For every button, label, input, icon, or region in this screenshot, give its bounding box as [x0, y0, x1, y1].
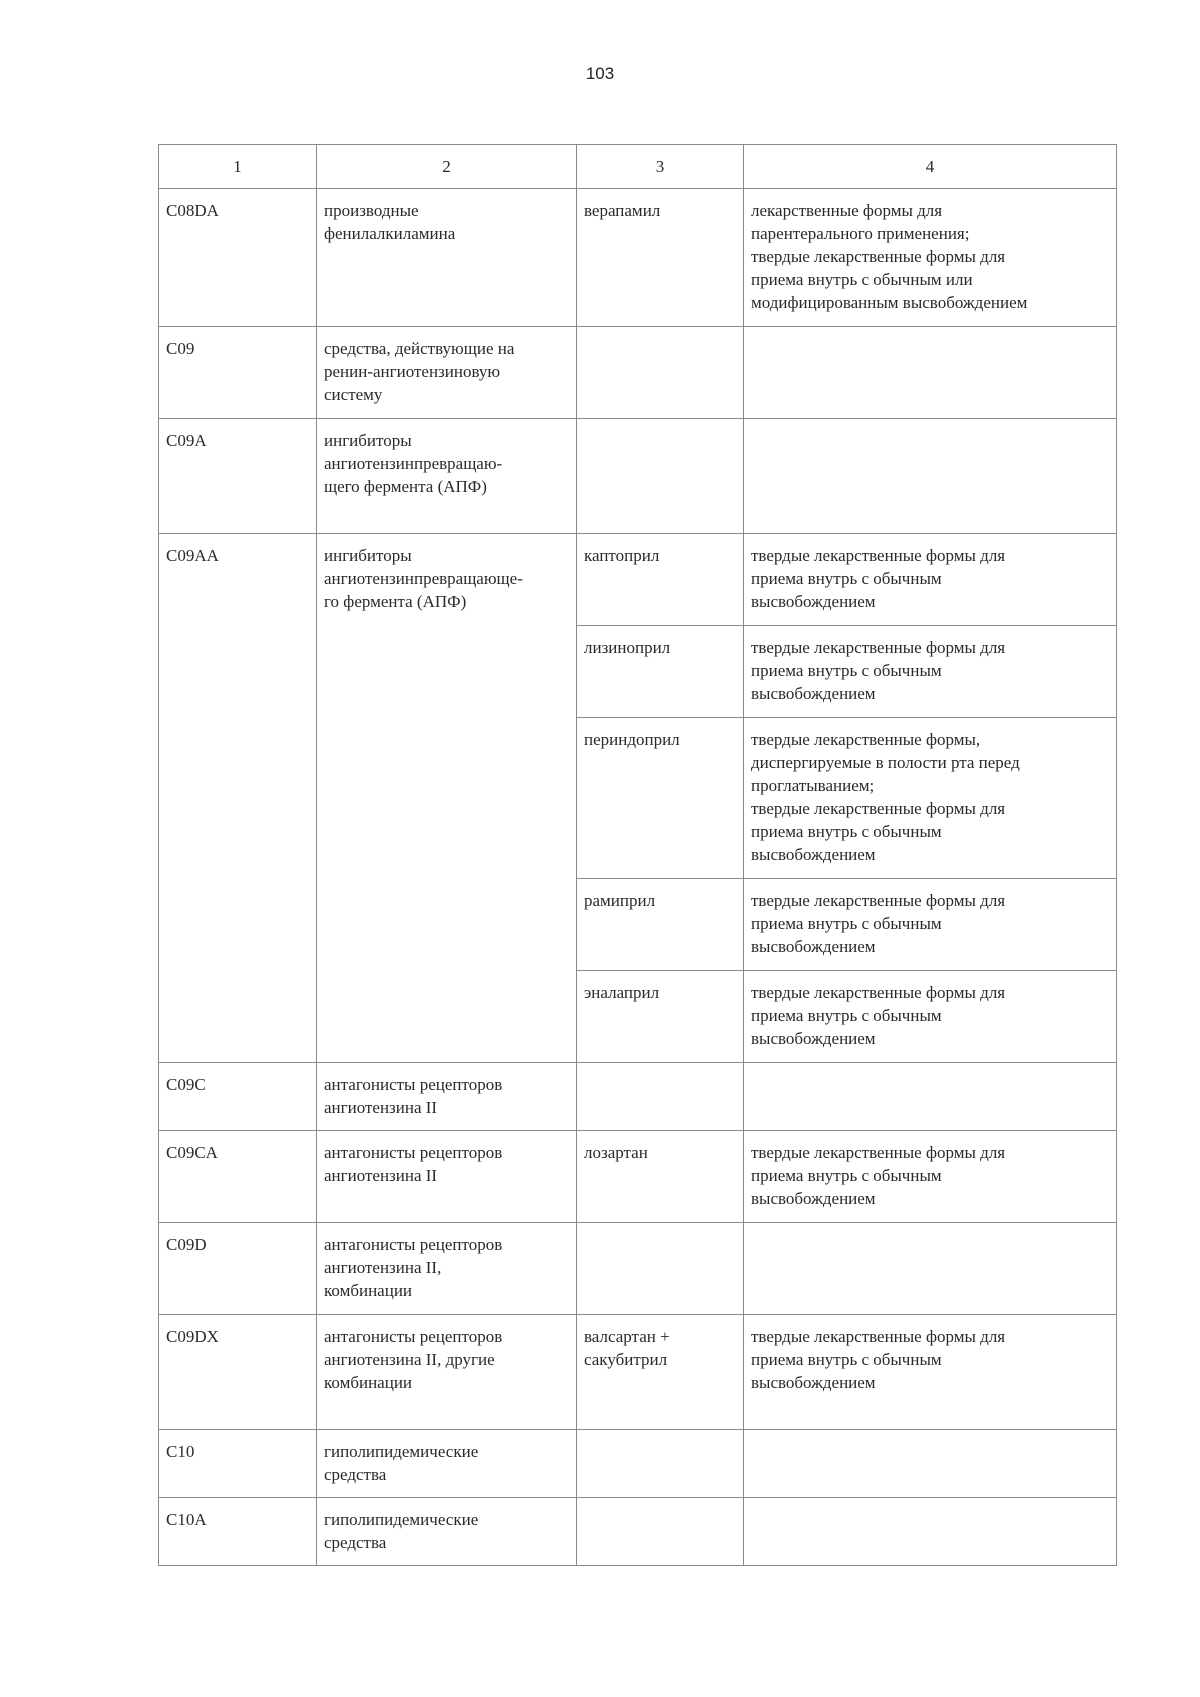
- atc-group: производные фенилалкиламина: [317, 189, 577, 327]
- dosage-forms: [744, 1063, 1117, 1131]
- drug-name: лозартан: [577, 1131, 744, 1223]
- atc-code: C08DA: [159, 189, 317, 327]
- drug-name: [577, 419, 744, 534]
- atc-group: ингибиторы ангиотензинпревращающе- го фермента (АПФ): [317, 534, 577, 1063]
- dosage-forms: лекарственные формы для парентерального применения; твердые лекарственные формы для приема внутрь с обычным или модифицированным высвобождением: [744, 189, 1117, 327]
- column-header-1: 1: [159, 145, 317, 189]
- atc-group: гиполипидемические средства: [317, 1498, 577, 1566]
- table-row: [159, 1315, 1117, 1430]
- drug-name: валсартан + сакубитрил: [577, 1315, 744, 1430]
- table-row: [159, 1063, 1117, 1131]
- atc-code: C09A: [159, 419, 317, 534]
- atc-code: C09: [159, 327, 317, 419]
- dosage-forms: [744, 1430, 1117, 1498]
- table-header-row: [159, 145, 1117, 189]
- column-header-3: 3: [577, 145, 744, 189]
- dosage-forms: твердые лекарственные формы для приема внутрь с обычным высвобождением: [744, 971, 1117, 1063]
- drug-name: лизиноприл: [577, 626, 744, 718]
- atc-code: C09D: [159, 1223, 317, 1315]
- drug-name: [577, 327, 744, 419]
- atc-group: антагонисты рецепторов ангиотензина II, другие комбинации: [317, 1315, 577, 1430]
- dosage-forms: твердые лекарственные формы, диспергируемые в полости рта перед проглатыванием; твердые лекарственные формы для приема внутрь с обычным высвобождением: [744, 718, 1117, 879]
- atc-group: антагонисты рецепторов ангиотензина II: [317, 1063, 577, 1131]
- column-header-2: 2: [317, 145, 577, 189]
- dosage-forms: твердые лекарственные формы для приема внутрь с обычным высвобождением: [744, 879, 1117, 971]
- dosage-forms: [744, 419, 1117, 534]
- atc-group: гиполипидемические средства: [317, 1430, 577, 1498]
- drug-name: эналаприл: [577, 971, 744, 1063]
- atc-code: C09CA: [159, 1131, 317, 1223]
- atc-code: C09AA: [159, 534, 317, 1063]
- table-row: [159, 534, 1117, 626]
- table-row: [159, 1430, 1117, 1498]
- table-row: [159, 1223, 1117, 1315]
- table-row: [159, 1131, 1117, 1223]
- page-number: 103: [585, 64, 615, 83]
- table-row: [159, 327, 1117, 419]
- drug-name: рамиприл: [577, 879, 744, 971]
- atc-group: ингибиторы ангиотензинпревращаю- щего фермента (АПФ): [317, 419, 577, 534]
- dosage-forms: твердые лекарственные формы для приема внутрь с обычным высвобождением: [744, 626, 1117, 718]
- drug-classification-table: [158, 144, 1117, 1566]
- atc-code: C10A: [159, 1498, 317, 1566]
- drug-name: периндоприл: [577, 718, 744, 879]
- dosage-forms: твердые лекарственные формы для приема внутрь с обычным высвобождением: [744, 1315, 1117, 1430]
- dosage-forms: [744, 327, 1117, 419]
- dosage-forms: [744, 1223, 1117, 1315]
- drug-name: [577, 1498, 744, 1566]
- table-row: [159, 1498, 1117, 1566]
- column-header-4: 4: [744, 145, 1117, 189]
- atc-group: антагонисты рецепторов ангиотензина II: [317, 1131, 577, 1223]
- atc-group: антагонисты рецепторов ангиотензина II, комбинации: [317, 1223, 577, 1315]
- dosage-forms: твердые лекарственные формы для приема внутрь с обычным высвобождением: [744, 1131, 1117, 1223]
- drug-name: каптоприл: [577, 534, 744, 626]
- drug-name: [577, 1063, 744, 1131]
- drug-name: [577, 1223, 744, 1315]
- atc-code: C09C: [159, 1063, 317, 1131]
- drug-name: верапамил: [577, 189, 744, 327]
- dosage-forms: [744, 1498, 1117, 1566]
- table-row: [159, 419, 1117, 534]
- atc-code: C09DX: [159, 1315, 317, 1430]
- atc-code: C10: [159, 1430, 317, 1498]
- drug-name: [577, 1430, 744, 1498]
- dosage-forms: твердые лекарственные формы для приема внутрь с обычным высвобождением: [744, 534, 1117, 626]
- atc-group: средства, действующие на ренин-ангиотензиновую систему: [317, 327, 577, 419]
- table-row: [159, 189, 1117, 327]
